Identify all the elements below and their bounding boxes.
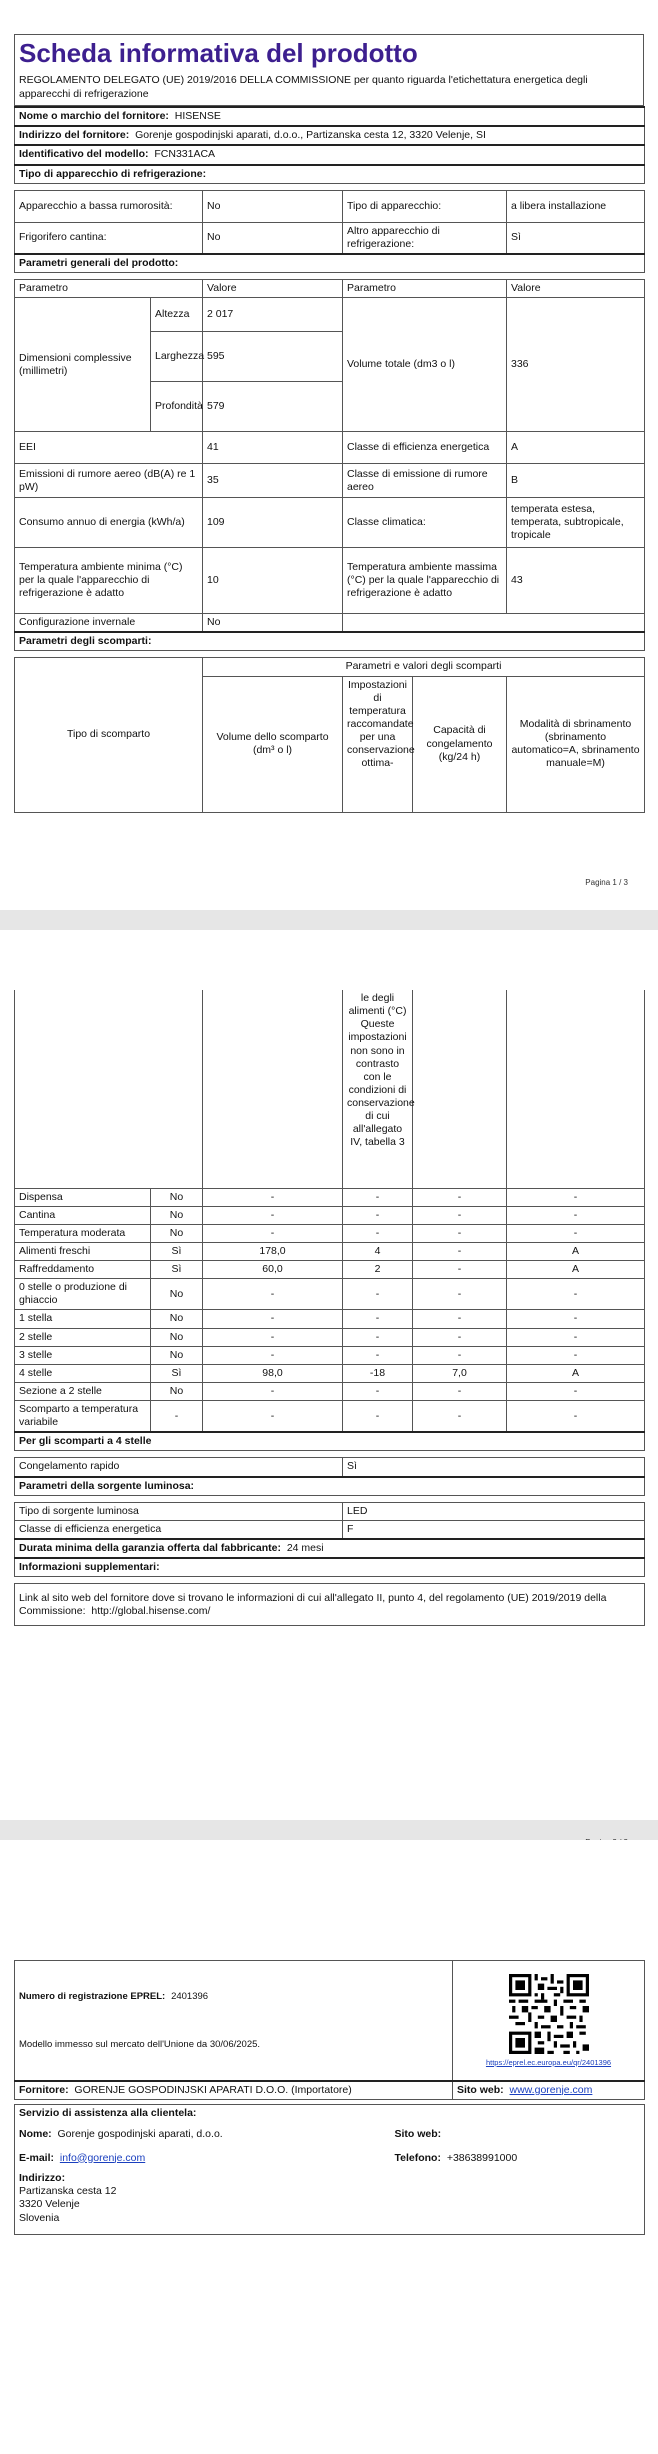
noise-value: 35 [203, 464, 343, 498]
compartment-present: No [151, 1310, 203, 1328]
compartment-volume: 60,0 [203, 1261, 343, 1279]
climate-value: temperata estesa, temperata, subtropicale, tropicale [507, 498, 645, 548]
param-header: Parametro [15, 280, 203, 298]
noise-label: Emissioni di rumore aereo (dB(A) re 1 pW) [15, 464, 203, 498]
compartment-defrost: - [507, 1188, 645, 1206]
compartment-name: Scomparto a temperatura variabile [15, 1401, 151, 1433]
p3-supplier: GORENJE GOSPODINJSKI APARATI D.O.O. (Importatore) [74, 2083, 352, 2096]
warranty-value: 24 mesi [286, 1541, 324, 1554]
warranty-row [15, 1539, 645, 1558]
page-1 [0, 0, 658, 910]
low-noise-label: Apparecchio a bassa rumorosità: [15, 190, 203, 222]
light-class-value: F [343, 1520, 645, 1539]
compartment-freeze: 7,0 [413, 1364, 507, 1382]
light-class-label: Classe di efficienza energetica [15, 1520, 343, 1539]
page-title: Scheda informativa del prodotto [14, 34, 644, 71]
compartment-temp: - [343, 1328, 413, 1346]
compartment-name: 4 stelle [15, 1364, 151, 1382]
compartment-volume: 178,0 [203, 1242, 343, 1260]
table-row [15, 1364, 645, 1382]
compartment-freeze: - [413, 1346, 507, 1364]
model-id: FCN331ACA [154, 148, 216, 161]
table-row [15, 1382, 645, 1400]
light-type-label: Tipo di sorgente luminosa [15, 1502, 343, 1520]
value-header-2: Valore [507, 280, 645, 298]
table-row [15, 1206, 645, 1224]
light-type-value: LED [343, 1502, 645, 1520]
email-link[interactable]: info@gorenje.com [59, 2151, 146, 2164]
compartment-freeze: - [413, 1224, 507, 1242]
other-label: Altro apparecchio di refrigerazione: [343, 222, 507, 254]
page-2 [0, 930, 658, 1820]
compartment-defrost: A [507, 1242, 645, 1260]
tmax-value: 43 [507, 548, 645, 614]
service-web-row [391, 2122, 645, 2146]
compartment-freeze: - [413, 1206, 507, 1224]
compartment-volume: 98,0 [203, 1364, 343, 1382]
compartment-volume: - [203, 1310, 343, 1328]
compartment-defrost: A [507, 1364, 645, 1382]
col-temp-header: Impostazioni di temperatura raccomandate per una conservazione ottima- [343, 676, 413, 812]
page-2-content [14, 990, 644, 1626]
service-table [14, 2104, 645, 2235]
email-row [15, 2146, 391, 2170]
appliance-type-table [14, 190, 645, 273]
compartment-name: Sezione a 2 stelle [15, 1382, 151, 1400]
page-1-content [14, 34, 644, 813]
website-label: Sito web: [457, 2083, 504, 2096]
compartment-defrost: - [507, 1401, 645, 1433]
supplier-name-row [15, 107, 645, 126]
compartments-header-table [14, 657, 645, 812]
eprel-link[interactable]: https://eprel.ec.europa.eu/qr/2401396 [485, 2057, 612, 2067]
compartment-present: No [151, 1224, 203, 1242]
compartment-temp: - [343, 1346, 413, 1364]
consumption-label: Consumo annuo di energia (kWh/a) [15, 498, 203, 548]
compartment-defrost: - [507, 1279, 645, 1310]
extra-text: Link al sito web del fornitore dove si trovano le informazioni di cui all'allegato II, punto 4, del regolamento (UE) 2019/2019 della Commissione: [19, 1591, 607, 1617]
extra-heading: Informazioni supplementari: [15, 1558, 645, 1577]
compartment-volume: - [203, 1328, 343, 1346]
page-3 [0, 1840, 658, 2454]
compartment-freeze: - [413, 1310, 507, 1328]
compartment-temp: - [343, 1382, 413, 1400]
eprel-table [14, 1960, 645, 2100]
tmin-value: 10 [203, 548, 343, 614]
qr-cell [453, 1961, 645, 2081]
compartment-name: 3 stelle [15, 1346, 151, 1364]
compartment-name: Raffreddamento [15, 1261, 151, 1279]
table-row [15, 1242, 645, 1260]
design-type-value: a libera installazione [507, 190, 645, 222]
supplier-website-link[interactable]: http://global.hisense.com/ [91, 1604, 211, 1617]
address-line-2: 3320 Velenje [19, 2198, 80, 2211]
tmin-label: Temperatura ambiente minima (°C) per la quale l'apparecchio di refrigerazione è adatto [15, 548, 203, 614]
compartment-temp: - [343, 1206, 413, 1224]
appliance-type-heading: Tipo di apparecchio di refrigerazione: [15, 165, 645, 184]
compartments-table [14, 990, 645, 1451]
tmax-label: Temperatura ambiente massima (°C) per la quale l'apparecchio di refrigerazione è adatto [343, 548, 507, 614]
website-row [453, 2081, 645, 2100]
compartment-temp: - [343, 1310, 413, 1328]
four-star-table [14, 1457, 645, 1495]
light-table [14, 1502, 645, 1578]
service-name: Gorenje gospodinjski aparati, d.o.o. [57, 2127, 223, 2140]
compartment-name: Temperatura moderata [15, 1224, 151, 1242]
compartment-volume: - [203, 1188, 343, 1206]
table-row [15, 1279, 645, 1310]
eei-value: 41 [203, 432, 343, 464]
wine-value: No [203, 222, 343, 254]
compartment-defrost: - [507, 1224, 645, 1242]
other-value: Sì [507, 222, 645, 254]
table-row [15, 1261, 645, 1279]
compartment-present: No [151, 1206, 203, 1224]
general-heading: Parametri generali del prodotto: [15, 254, 645, 273]
table-row [15, 1401, 645, 1433]
compartment-present: Sì [151, 1364, 203, 1382]
height-label: Altezza [151, 298, 203, 332]
compartment-temp: -18 [343, 1364, 413, 1382]
compartment-defrost: - [507, 1206, 645, 1224]
total-volume-value: 336 [507, 298, 645, 432]
col-volume-cont [203, 990, 343, 1188]
compartment-type-header: Tipo di scomparto [15, 658, 203, 812]
fast-freeze-value: Sì [343, 1458, 645, 1477]
compartment-volume: - [203, 1346, 343, 1364]
compartment-volume: - [203, 1224, 343, 1242]
col-defrost-header: Modalità di sbrinamento (sbrinamento automatico=A, sbrinamento manuale=M) [507, 676, 645, 812]
address-line-1: Partizanska cesta 12 [19, 2185, 117, 2198]
model-label: Identificativo del modello: [19, 148, 149, 161]
winter-label: Configurazione invernale [15, 614, 203, 633]
address-line-3: Slovenia [19, 2211, 60, 2224]
compartment-temp: - [343, 1224, 413, 1242]
compartment-volume: - [203, 1206, 343, 1224]
warranty-label: Durata minima della garanzia offerta dal fabbricante: [19, 1541, 281, 1554]
service-web-label: Sito web: [394, 2127, 442, 2140]
col-volume-header: Volume dello scomparto (dm³ o l) [203, 676, 343, 812]
market-date: Modello immesso sul mercato dell'Unione da 30/06/2025. [19, 2038, 261, 2050]
email-label: E-mail: [19, 2151, 55, 2164]
fast-freeze-label: Congelamento rapido [15, 1458, 343, 1477]
address-row [15, 2170, 645, 2234]
compartment-freeze: - [413, 1401, 507, 1433]
table-row [15, 1346, 645, 1364]
compartment-defrost: A [507, 1261, 645, 1279]
table-row [15, 1188, 645, 1206]
model-row [15, 145, 645, 164]
supplier-name: HISENSE [174, 110, 221, 123]
website-link[interactable]: www.gorenje.com [509, 2083, 593, 2096]
compartment-present: Sì [151, 1242, 203, 1260]
extra-info [15, 1584, 645, 1626]
eprel-info [15, 1961, 453, 2081]
compartment-present: No [151, 1328, 203, 1346]
dimensions-label: Dimensioni complessive (millimetri) [15, 298, 151, 432]
compartment-present: No [151, 1188, 203, 1206]
light-heading: Parametri della sorgente luminosa: [15, 1477, 645, 1496]
compartment-volume: - [203, 1401, 343, 1433]
winter-value: No [203, 614, 343, 633]
design-type-label: Tipo di apparecchio: [343, 190, 507, 222]
compartment-name: Cantina [15, 1206, 151, 1224]
compartment-freeze: - [413, 1279, 507, 1310]
extra-table [14, 1583, 645, 1626]
compartment-freeze: - [413, 1328, 507, 1346]
supplier-address-row [15, 126, 645, 145]
depth-label: Profondità [151, 382, 203, 432]
supplier-table [14, 106, 645, 184]
total-volume-label: Volume totale (dm3 o l) [343, 298, 507, 432]
compartment-temp: 4 [343, 1242, 413, 1260]
width-value: 595 [203, 332, 343, 382]
four-star-heading: Per gli scomparti a 4 stelle [15, 1432, 645, 1451]
compartment-values-heading: Parametri e valori degli scomparti [203, 658, 645, 676]
regulation-text: REGOLAMENTO DELEGATO (UE) 2019/2016 DELLA COMMISSIONE per quanto riguarda l'etichettatura energetica degli apparecchi di refrigerazione [14, 71, 644, 106]
col-freeze-cont [413, 990, 507, 1188]
table-row [15, 1310, 645, 1328]
energy-class-label: Classe di efficienza energetica [343, 432, 507, 464]
compartment-freeze: - [413, 1188, 507, 1206]
param-header-2: Parametro [343, 280, 507, 298]
p3-supplier-label: Fornitore: [19, 2083, 69, 2096]
compartment-name: 1 stella [15, 1310, 151, 1328]
climate-label: Classe climatica: [343, 498, 507, 548]
compartment-temp: - [343, 1279, 413, 1310]
qr-code-icon[interactable] [509, 1974, 589, 2054]
winter-empty [343, 614, 645, 633]
compartments-heading: Parametri degli scomparti: [15, 632, 645, 651]
value-header: Valore [203, 280, 343, 298]
compartment-rows [15, 1188, 645, 1432]
compartment-present: Sì [151, 1261, 203, 1279]
compartment-name: Alimenti freschi [15, 1242, 151, 1260]
col-type-cont [15, 990, 203, 1188]
compartment-freeze: - [413, 1261, 507, 1279]
compartment-name: 2 stelle [15, 1328, 151, 1346]
compartment-defrost: - [507, 1346, 645, 1364]
col-freeze-header: Capacità di congelamento (kg/24 h) [413, 676, 507, 812]
compartment-volume: - [203, 1279, 343, 1310]
compartment-defrost: - [507, 1328, 645, 1346]
table-row [15, 1224, 645, 1242]
consumption-value: 109 [203, 498, 343, 548]
energy-class-value: A [507, 432, 645, 464]
service-heading: Servizio di assistenza alla clientela: [15, 2104, 645, 2122]
compartment-present: - [151, 1401, 203, 1433]
phone-value: +38638991000 [446, 2151, 518, 2164]
p3-supplier-row [15, 2081, 453, 2100]
compartment-name: 0 stelle o produzione di ghiaccio [15, 1279, 151, 1310]
col-defrost-cont [507, 990, 645, 1188]
compartment-volume: - [203, 1382, 343, 1400]
compartment-temp: - [343, 1401, 413, 1433]
phone-label: Telefono: [394, 2151, 441, 2164]
height-value: 2 017 [203, 298, 343, 332]
page-3-content [14, 1960, 644, 2235]
compartment-defrost: - [507, 1310, 645, 1328]
compartment-temp: - [343, 1188, 413, 1206]
compartment-name: Dispensa [15, 1188, 151, 1206]
eei-label: EEI [15, 432, 203, 464]
compartment-freeze: - [413, 1382, 507, 1400]
wine-label: Frigorifero cantina: [15, 222, 203, 254]
width-label: Larghezza [151, 332, 203, 382]
eprel-label: Numero di registrazione EPREL: [19, 1990, 166, 2002]
eprel-number: 2401396 [171, 1990, 209, 2002]
address-label: Indirizzo: [19, 2172, 66, 2185]
service-name-row [15, 2122, 391, 2146]
compartment-present: No [151, 1279, 203, 1310]
phone-row [391, 2146, 645, 2170]
general-params-table [14, 279, 645, 651]
compartment-temp: 2 [343, 1261, 413, 1279]
compartment-freeze: - [413, 1242, 507, 1260]
page-number: Pagina 1 / 3 [585, 878, 628, 887]
supplier-address: Gorenje gospodinjski aparati, d.o.o., Partizanska cesta 12, 3320 Velenje, SI [135, 129, 486, 142]
depth-value: 579 [203, 382, 343, 432]
noise-class-value: B [507, 464, 645, 498]
compartment-present: No [151, 1346, 203, 1364]
service-name-label: Nome: [19, 2127, 52, 2140]
compartment-present: No [151, 1382, 203, 1400]
compartment-defrost: - [507, 1382, 645, 1400]
supplier-name-label: Nome o marchio del fornitore: [19, 110, 169, 123]
table-row [15, 1328, 645, 1346]
supplier-address-label: Indirizzo del fornitore: [19, 129, 130, 142]
col-temp-header-cont: le degli alimenti (°C) Queste impostazioni non sono in contrasto con le condizioni di conservazione di cui all'allegato IV, tabella 3 [343, 990, 413, 1188]
noise-class-label: Classe di emissione di rumore aereo [343, 464, 507, 498]
low-noise-value: No [203, 190, 343, 222]
